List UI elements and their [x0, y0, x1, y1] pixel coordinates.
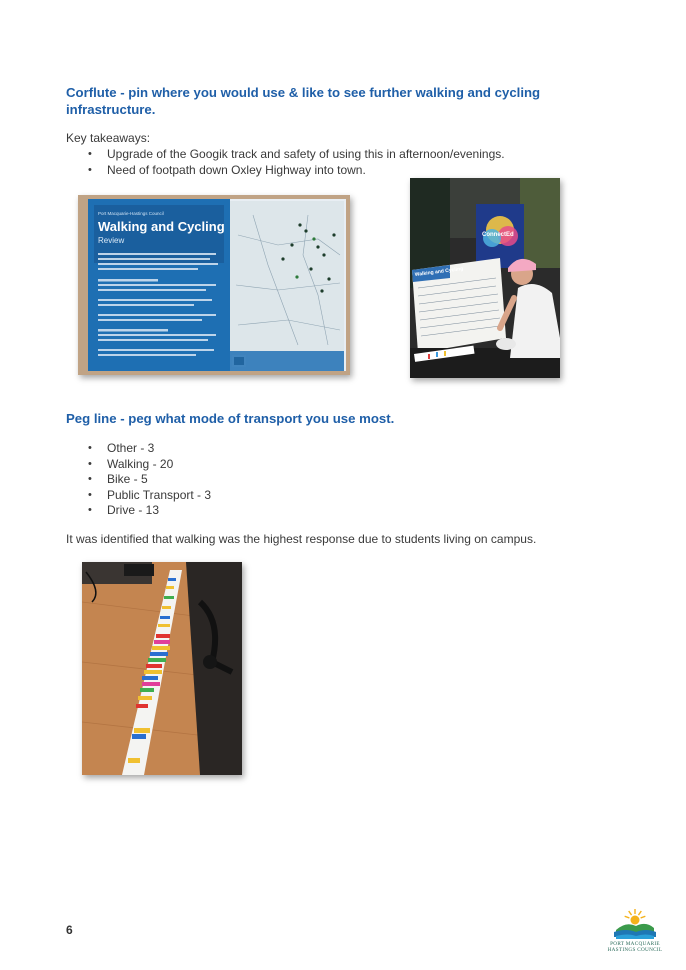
council-logo [606, 906, 664, 956]
walking-note: It was identified that walking was the highest response due to students living on campus. [66, 532, 537, 546]
logo-line1: PORT MACQUARIE [610, 941, 660, 947]
list-item: • Need of footpath down Oxley Highway into town. [88, 163, 505, 179]
list-item: • Drive - 13 [88, 503, 211, 519]
list-item: • Walking - 20 [88, 457, 211, 473]
peg-line-photo [82, 562, 242, 775]
key-takeaways-label: Key takeaways: [66, 131, 151, 145]
photo-board-subtitle: Review [98, 236, 125, 245]
logo-line2: HASTINGS COUNCIL [607, 947, 663, 953]
photo-header-small: Port Macquarie-Hastings Council [98, 211, 164, 216]
page-number: 6 [66, 923, 73, 937]
section-heading-peg-line: Peg line - peg what mode of transport you use most. [66, 411, 395, 426]
section-heading-corflute: Corflute - pin where you would use & like to see further walking and cycling infrastructure. [66, 85, 541, 117]
list-item: • Other - 3 [88, 441, 211, 457]
list-item: • Bike - 5 [88, 472, 211, 488]
photo-banner-text: ConnectEd [482, 232, 514, 238]
takeaways-list [88, 147, 505, 178]
list-item: • Public Transport - 3 [88, 488, 211, 504]
council-logo-icon [606, 906, 664, 940]
list-item: • Upgrade of the Googik track and safety of using this in afternoon/evenings. [88, 147, 505, 163]
person-at-board-photo [410, 178, 560, 378]
transport-results-list [88, 441, 211, 519]
corflute-map-photo [78, 195, 350, 375]
photo-board-small-title: Walking and Cycling [414, 266, 464, 278]
photo-board-title: Walking and Cycling [98, 219, 225, 234]
